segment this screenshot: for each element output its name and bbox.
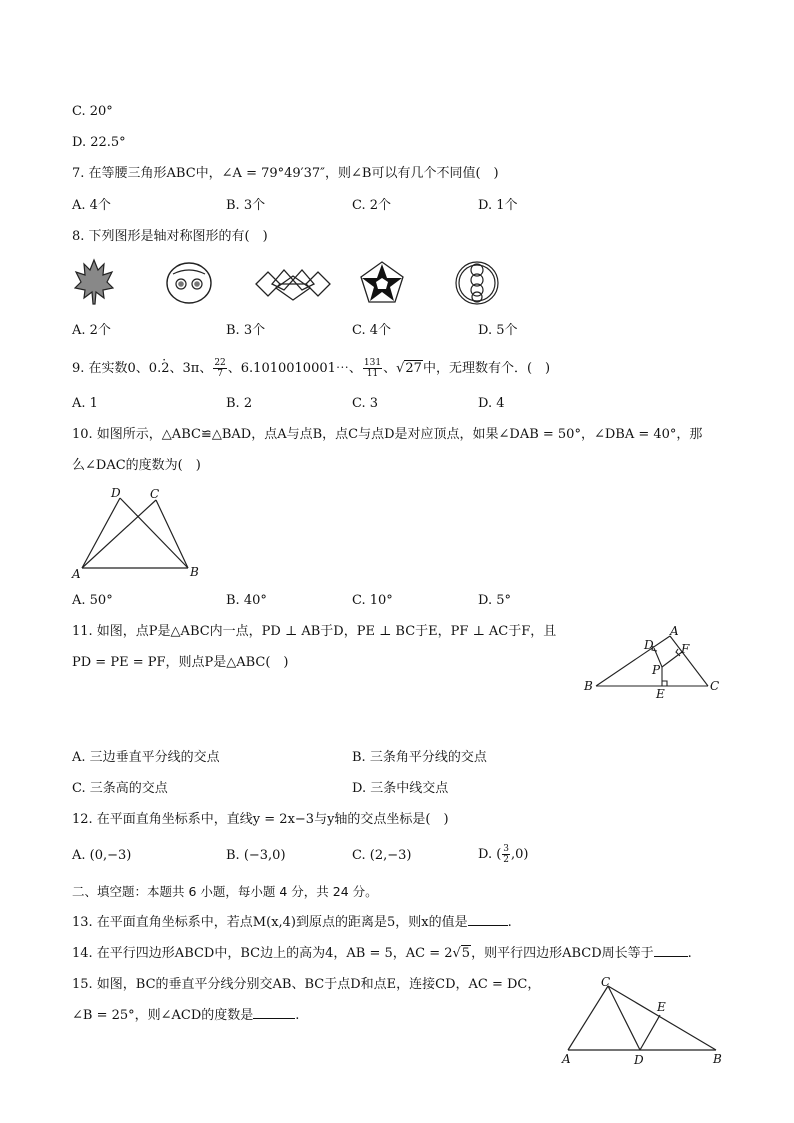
q9-fraction-22-7: $\frac{22}{7}$ (214, 358, 226, 379)
q11-option-c: C. 三条高的交点 (72, 781, 168, 796)
nested-circles-icon (453, 260, 501, 306)
maple-leaf-icon (74, 258, 114, 306)
q10-option-a: A. 50° (72, 593, 113, 608)
q7-stem: 7. 在等腰三角形ABC中，∠A = 79°49′37″，则∠B可以有几个不同值( ) (72, 166, 499, 181)
q14-answer-blank[interactable] (654, 956, 688, 957)
q8-option-b: B. 3个 (226, 323, 266, 338)
q6-option-d: D. 22.5° (72, 135, 126, 150)
q9-stem: 9. 在实数0、0.· 2、3π、 $\frac{22}{7}$ 、6.1010010001⋯、 $\frac{131}{11}$ 、√27中，无理数有个．( ) (72, 358, 550, 380)
q10-triangle-figure (66, 484, 216, 584)
q12-option-b: B. (−3,0) (226, 848, 286, 863)
section-heading: 二、填空题：本题共 6 小题，每小题 4 分，共 24 分。 (72, 884, 378, 899)
q11-label-p: P (652, 663, 661, 677)
q9-option-c: C. 3 (352, 396, 379, 411)
q7-option-c: C. 2个 (352, 198, 392, 213)
q11-label-f: F (681, 642, 690, 656)
q6-option-c: C. 20° (72, 104, 113, 119)
owl-face-icon (164, 260, 214, 306)
q15-stem-line1: 15. 如图，BC的垂直平分线分别交AB、BC于点D和点E，连接CD，AC = DC， (72, 977, 541, 992)
q10-label-a: A (72, 567, 81, 581)
q12-stem: 12. 在平面直角坐标系中，直线y = 2x−3与y轴的交点坐标是( ) (72, 812, 449, 827)
q11-stem-line2: PD = PE = PF，则点P是△ABC( ) (72, 655, 289, 670)
q9-repeating-digit: · 2 (161, 358, 169, 380)
q15-answer-blank[interactable] (253, 1018, 295, 1019)
q12-option-d: D. ( $\frac{3}{2}$ ,0) (478, 844, 529, 865)
q9-fraction-131-11: $\frac{131}{11}$ (363, 358, 382, 379)
q15-stem-line2: ∠B = 25°，则∠ACD的度数是 . (72, 1008, 300, 1023)
q9-radicand: 27 (405, 361, 422, 376)
q9-option-b: B. 2 (226, 396, 253, 411)
q11-option-b: B. 三条角平分线的交点 (352, 750, 487, 765)
q11-label-c: C (710, 679, 720, 693)
q10-stem-line2: 么∠DAC的度数为( ) (72, 458, 201, 473)
q15-label-e: E (657, 1000, 666, 1014)
q15-label-b: B (713, 1052, 722, 1066)
q11-option-d: D. 三条中线交点 (352, 781, 449, 796)
q9-option-a: A. 1 (72, 396, 98, 411)
q10-label-c: C (150, 487, 160, 501)
q11-label-e: E (656, 687, 665, 701)
knot-pattern-icon (254, 264, 332, 304)
q10-stem-line1: 10. 如图所示，△ABC≌△BAD，点A与点B，点C与点D是对应顶点，如果∠DAB = 50°，∠DBA = 40°，那 (72, 427, 703, 442)
q14-radicand: 5 (461, 946, 471, 961)
q11-label-a: A (670, 624, 679, 638)
q11-option-a: A. 三边垂直平分线的交点 (72, 750, 220, 765)
q8-stem: 8. 下列图形是轴对称图形的有( ) (72, 229, 268, 244)
q10-option-d: D. 5° (478, 593, 511, 608)
q12-option-a: A. (0,−3) (72, 848, 132, 863)
q12-option-c: C. (2,−3) (352, 848, 412, 863)
pentagon-star-icon (358, 260, 406, 306)
q10-label-d: D (111, 486, 121, 500)
q11-stem-line1: 11. 如图，点P是△ABC内一点，PD ⊥ AB于D，PE ⊥ BC于E，PF ⊥ AC于F，且 (72, 624, 557, 639)
q11-label-d: D (644, 638, 654, 652)
q14-stem: 14. 在平行四边形ABCD中，BC边上的高为4，AB = 5，AC = 2√5，则平行四边形ABCD周长等于 . (72, 946, 692, 961)
q10-option-c: C. 10° (352, 593, 393, 608)
q15-label-c: C (601, 975, 611, 989)
q7-option-a: A. 4个 (72, 198, 111, 213)
q8-option-a: A. 2个 (72, 323, 111, 338)
q15-label-d: D (634, 1053, 644, 1067)
q10-option-b: B. 40° (226, 593, 267, 608)
q8-option-d: D. 5个 (478, 323, 518, 338)
q7-option-b: B. 3个 (226, 198, 266, 213)
q12-fraction-3-2: $\frac{3}{2}$ (503, 844, 510, 865)
q8-option-c: C. 4个 (352, 323, 392, 338)
q15-triangle-figure (556, 974, 726, 1070)
q11-label-b: B (584, 679, 593, 693)
q7-option-d: D. 1个 (478, 198, 518, 213)
q13-stem: 13. 在平面直角坐标系中，若点M(x,4)到原点的距离是5，则x的值是 . (72, 915, 512, 930)
q15-label-a: A (562, 1052, 571, 1066)
q10-label-b: B (190, 565, 199, 579)
q13-answer-blank[interactable] (468, 925, 508, 926)
q9-option-d: D. 4 (478, 396, 505, 411)
q11-triangle-figure (578, 622, 728, 702)
